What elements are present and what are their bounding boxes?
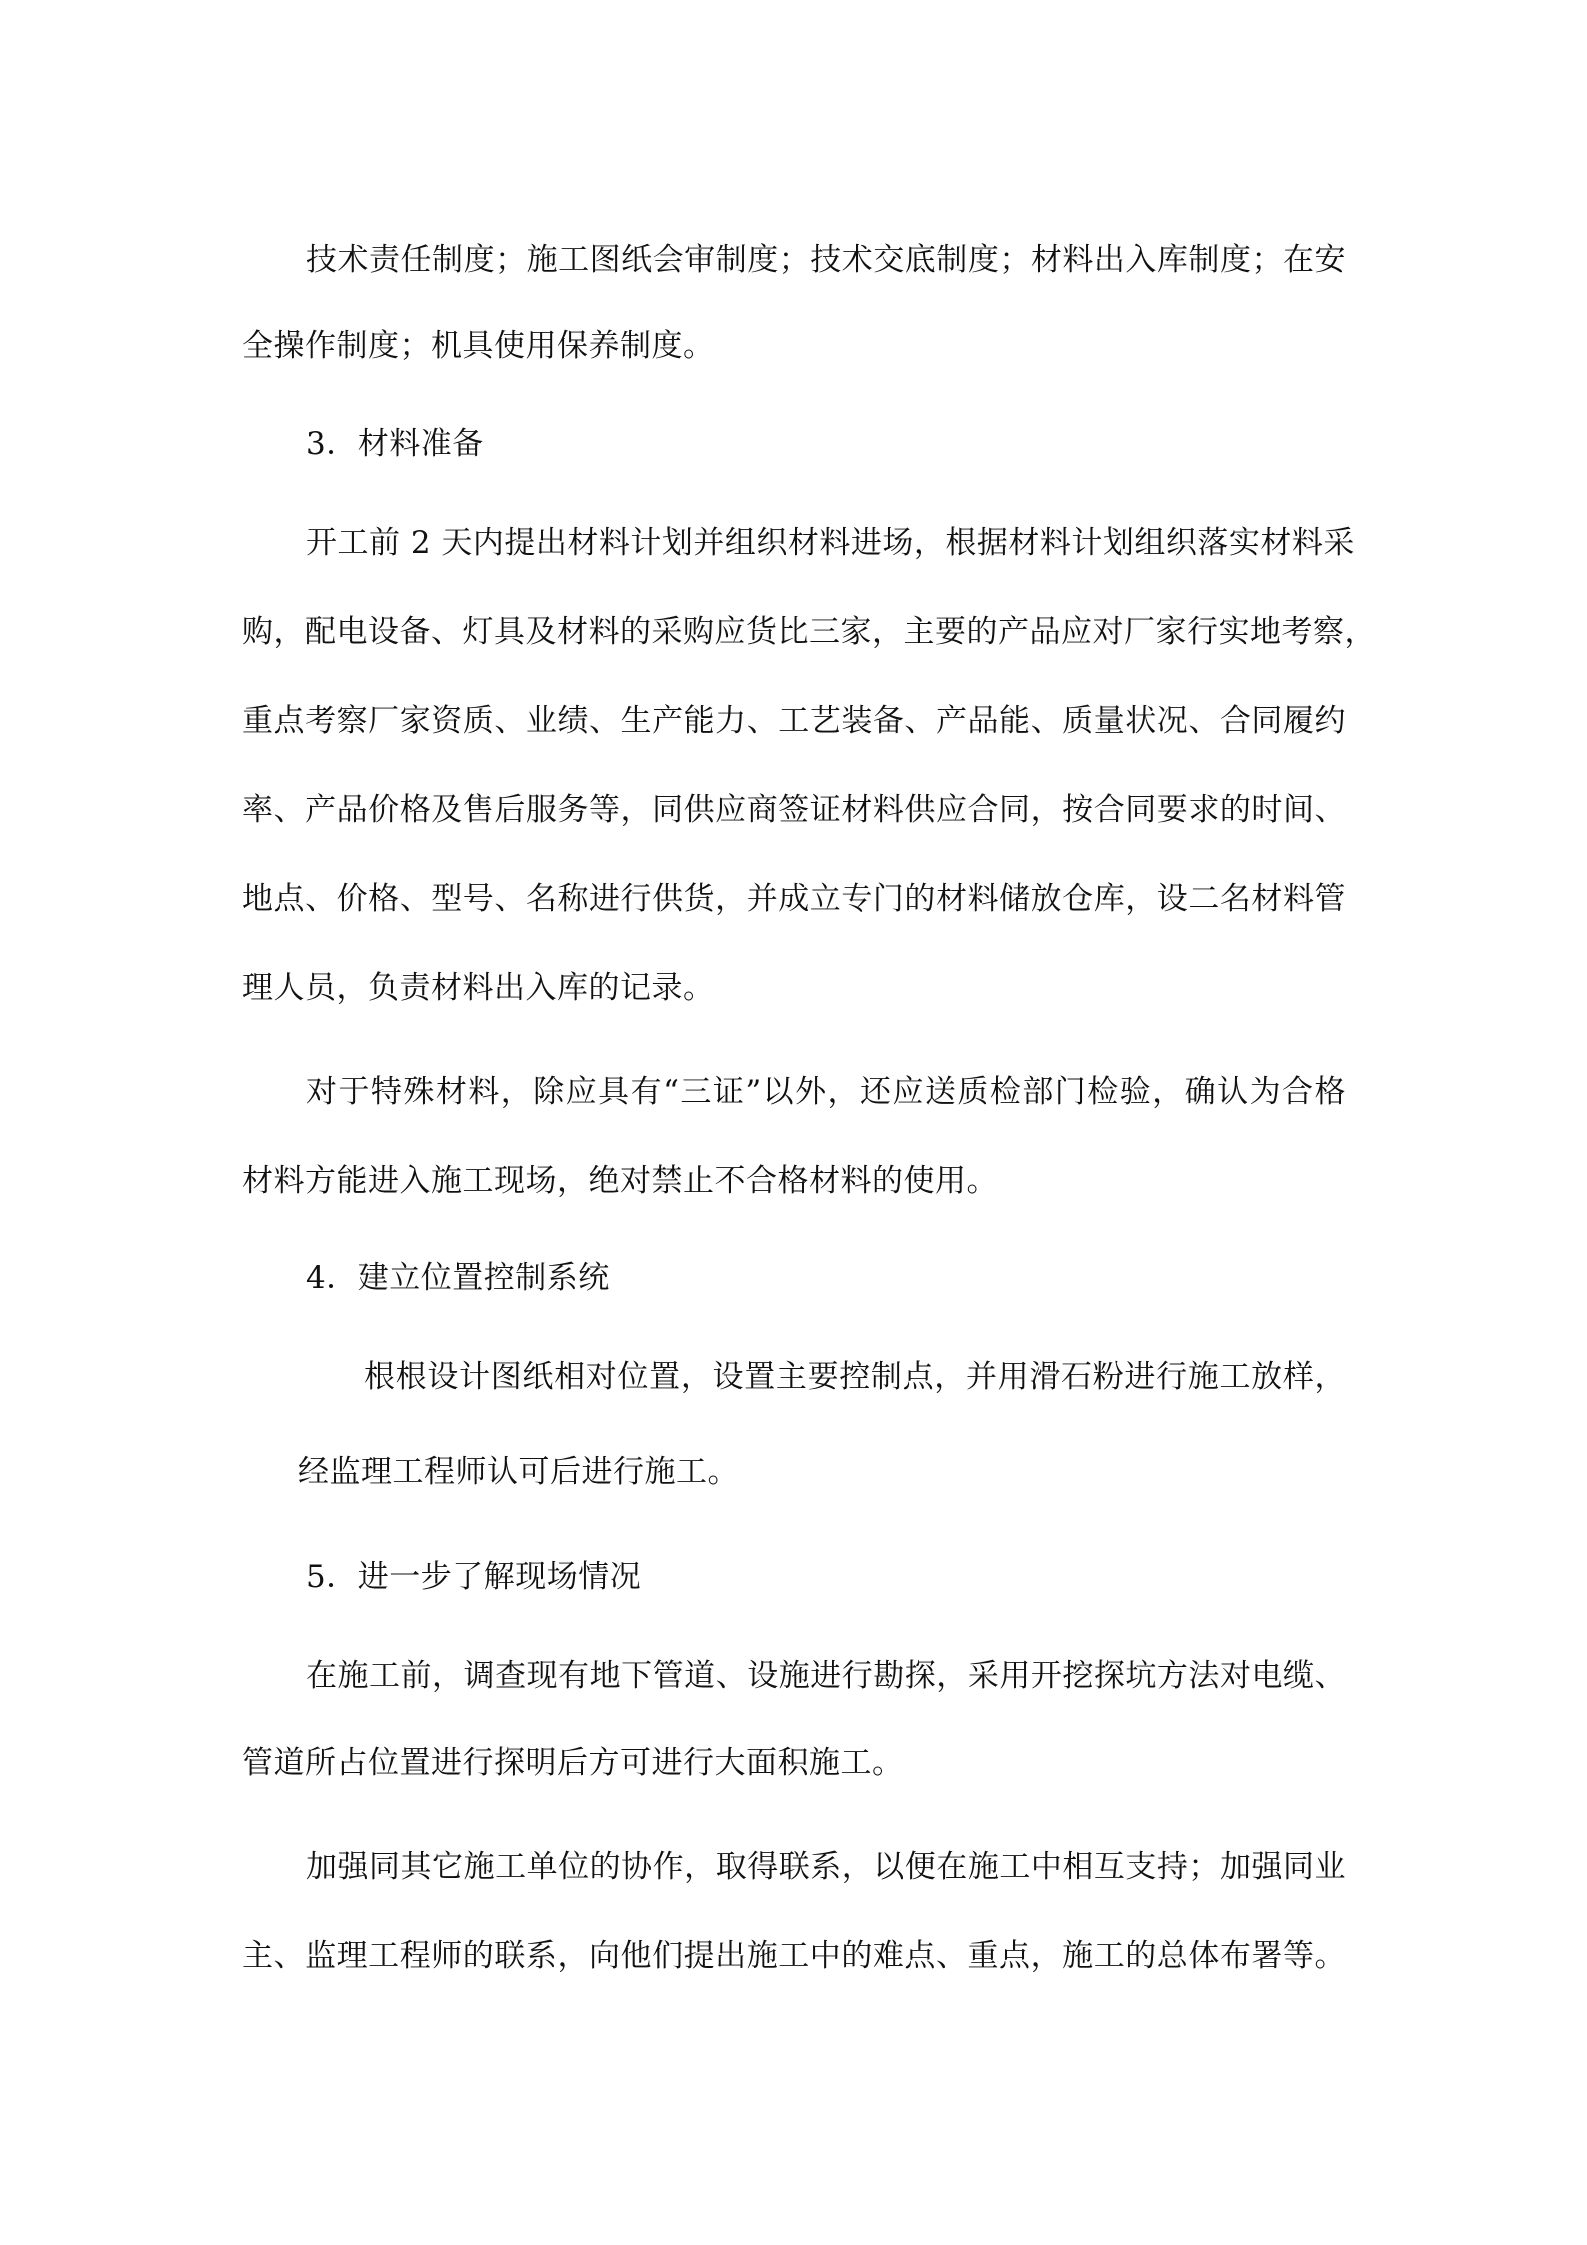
- paragraph-2-line-6: 理人员，负责材料出入库的记录。: [242, 970, 715, 1006]
- paragraph-5-line-1: 在施工前，调查现有地下管道、设施进行勘探，采用开挖探坑方法对电缆、: [306, 1658, 1346, 1694]
- paragraph-2-line-3: 重点考察厂家资质、业绩、生产能力、工艺装备、产品能、质量状况、合同履约: [242, 703, 1346, 739]
- paragraph-6-line-2: 主、监理工程师的联系，向他们提出施工中的难点、重点，施工的总体布署等。: [242, 1938, 1346, 1974]
- paragraph-3-line-2: 材料方能进入施工现场，绝对禁止不合格材料的使用。: [242, 1163, 998, 1199]
- paragraph-6-line-1: 加强同其它施工单位的协作，取得联系，以便在施工中相互支持；加强同业: [306, 1849, 1346, 1885]
- paragraph-1-line-2: 全操作制度；机具使用保养制度。: [242, 328, 715, 364]
- heading-3-material-preparation: 3．材料准备: [306, 426, 484, 462]
- paragraph-3-line-1: 对于特殊材料，除应具有“三证”以外，还应送质检部门检验，确认为合格: [306, 1074, 1346, 1110]
- paragraph-2-line-1: 开工前 2 天内提出材料计划并组织材料进场，根据材料计划组织落实材料采: [306, 525, 1355, 561]
- paragraph-4-line-2: 经监理工程师认可后进行施工。: [298, 1454, 739, 1490]
- paragraph-2-line-2: 购，配电设备、灯具及材料的采购应货比三家，主要的产品应对厂家行实地考察，: [242, 614, 1376, 650]
- paragraph-4-line-1: 根根设计图纸相对位置，设置主要控制点，并用滑石粉进行施工放样，: [364, 1359, 1346, 1395]
- paragraph-1-line-1: 技术责任制度；施工图纸会审制度；技术交底制度；材料出入库制度；在安: [306, 242, 1346, 278]
- heading-5-site-survey: 5．进一步了解现场情况: [306, 1559, 642, 1595]
- heading-4-position-control: 4．建立位置控制系统: [306, 1260, 610, 1296]
- paragraph-2-line-4: 率、产品价格及售后服务等，同供应商签证材料供应合同，按合同要求的时间、: [242, 792, 1346, 828]
- paragraph-5-line-2: 管道所占位置进行探明后方可进行大面积施工。: [242, 1745, 904, 1781]
- paragraph-2-line-5: 地点、价格、型号、名称进行供货，并成立专门的材料储放仓库，设二名材料管: [242, 881, 1346, 917]
